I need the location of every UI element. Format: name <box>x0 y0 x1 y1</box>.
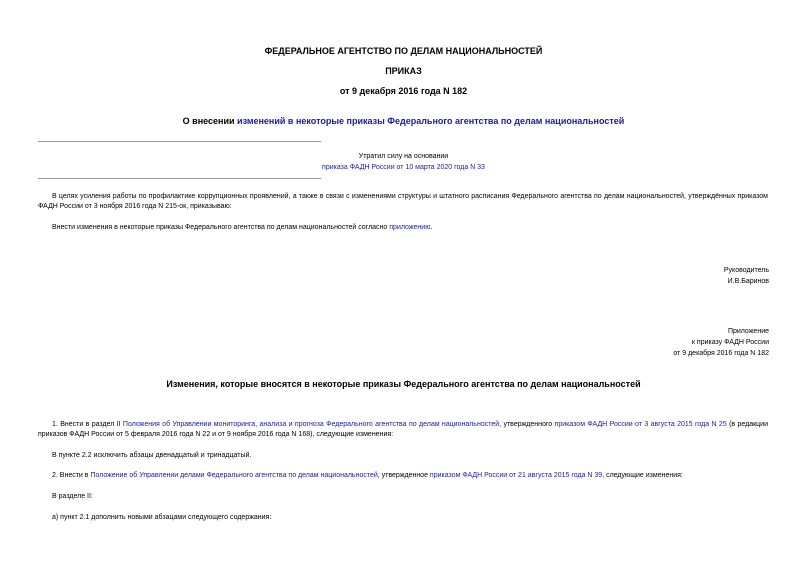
lost-force-link[interactable]: приказа ФАДН России от 10 марта 2020 года N 33 <box>322 164 485 171</box>
item-1-link-regulation[interactable]: Положения об Управлении мониторинга, анализа и прогноза Федерального агентства по делам национальностей <box>122 421 500 428</box>
section-label: В разделе II: <box>52 493 93 500</box>
order-paragraph <box>52 223 768 233</box>
lost-force-text: Утратил силу на основании <box>358 153 449 160</box>
item-2-text-1: 2. Внести в <box>52 472 91 479</box>
item-2-text-3: , следующие изменения: <box>602 472 683 479</box>
appendix-link[interactable]: приложению <box>389 224 431 231</box>
title-prefix: О внесении <box>182 116 238 126</box>
item-2-link-order[interactable]: приказом ФАДН России от 21 августа 2015 года N 39 <box>429 472 603 479</box>
title-link[interactable]: изменений в некоторые приказы Федерального агентства по делам национальностей <box>237 116 625 126</box>
signature-name: И.В.Баринов <box>727 278 769 285</box>
item-2-text-2: , утвержденное <box>377 472 430 479</box>
item-1-paragraph <box>38 420 768 440</box>
item-1-text-1: 1. Внести в раздел II <box>52 421 123 428</box>
changes-title: Изменения, которые вносятся в некоторые приказы Федерального агентства по делам национальностей <box>166 379 641 389</box>
item-1-subparagraph: В пункте 2.2 исключить абзацы двенадцатый и тринадцатый. <box>52 452 252 459</box>
agency-name: ФЕДЕРАЛЬНОЕ АГЕНТСТВО ПО ДЕЛАМ НАЦИОНАЛЬНОСТЕЙ <box>264 46 543 56</box>
divider-top <box>38 141 321 142</box>
divider-bottom <box>38 178 321 179</box>
order-text: Внести изменения в некоторые приказы Федерального агентства по делам национальностей согласно <box>52 224 390 231</box>
item-1-link-order[interactable]: приказом ФАДН России от 3 августа 2015 года N 25 <box>554 421 727 428</box>
item-2-link-regulation[interactable]: Положение об Управлении делами Федерального агентства по делам национальностей <box>90 472 378 479</box>
order-end: . <box>430 224 433 231</box>
preamble-paragraph: В целях усиления работы по профилактике коррупционных проявлений, а также в связи с изменениями структуры и штатного расписания Федерального агентства по делам национальностей, утверждённых приказом ФАДН России от 3 ноября 2016 года N 215-ок, приказываю: <box>38 193 768 210</box>
document-type: ПРИКАЗ <box>385 66 422 76</box>
appendix-label: Приложение <box>727 328 769 335</box>
signature-role: Руководитель <box>723 267 769 274</box>
document-date-number: от 9 декабря 2016 года N 182 <box>339 86 468 96</box>
sub-item-a: а) пункт 2.1 дополнить новыми абзацами следующего содержания: <box>52 514 272 521</box>
appendix-order-ref: к приказу ФАДН России <box>691 339 769 346</box>
item-1-text-3: (в редакции приказов ФАДН России от 5 февраля 2016 года N 22 и от 9 ноября 2016 года N 168), следующие изменения: <box>38 421 769 438</box>
document-title <box>0 116 807 126</box>
item-1-text-2: , утвержденного <box>499 421 555 428</box>
item-2-paragraph <box>52 471 768 481</box>
appendix-date: от 9 декабря 2016 года N 182 <box>673 350 769 357</box>
